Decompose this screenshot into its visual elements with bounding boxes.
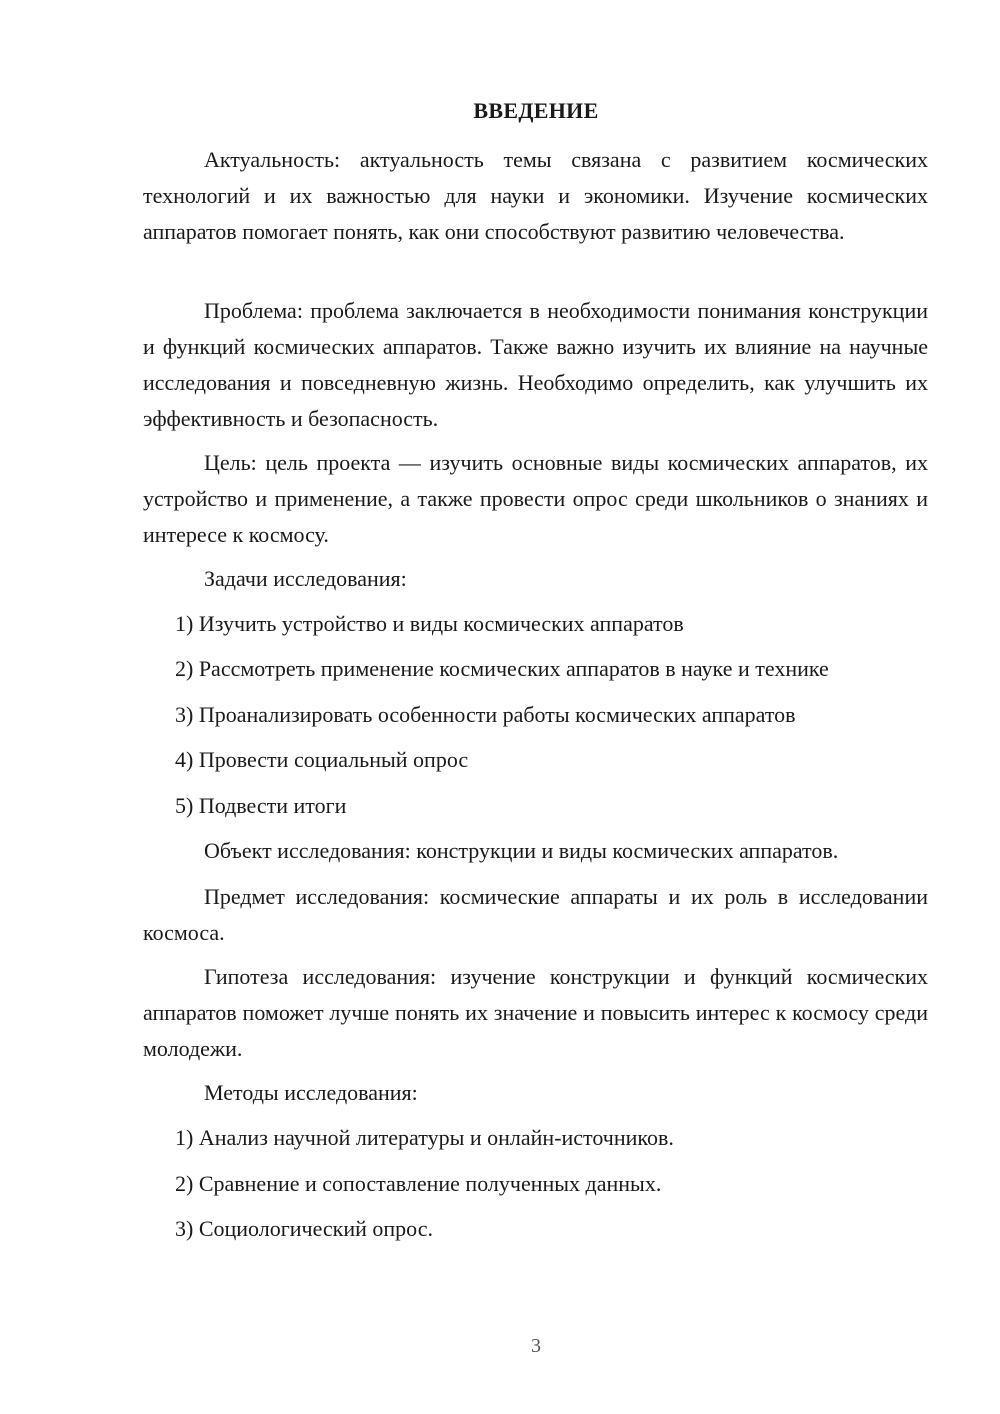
- task-item-2: 2) Рассмотреть применение космических аппаратов в науке и технике: [175, 656, 829, 681]
- method-item-1: 1) Анализ научной литературы и онлайн-источников.: [175, 1125, 674, 1150]
- paragraph-goal: Цель: цель проекта — изучить основные виды космических аппаратов, их устройство и применение, а также провести опрос среди школьников о знаниях и интересе к космосу.: [143, 450, 928, 547]
- task-item-5: 5) Подвести итоги: [175, 793, 347, 818]
- tasks-heading: Задачи исследования:: [204, 566, 407, 591]
- paragraph-subject: Предмет исследования: космические аппараты и их роль в исследовании космоса.: [143, 884, 928, 945]
- paragraph-hypothesis: Гипотеза исследования: изучение конструкции и функций космических аппаратов поможет лучше понять их значение и повысить интерес к космосу среди молодежи.: [143, 964, 928, 1061]
- method-item-3: 3) Социологический опрос.: [175, 1216, 433, 1241]
- page-number: 3: [531, 1335, 541, 1357]
- paragraph-object: Объект исследования: конструкции и виды космических аппаратов.: [204, 838, 839, 863]
- methods-heading: Методы исследования:: [204, 1080, 418, 1105]
- task-item-1: 1) Изучить устройство и виды космических аппаратов: [175, 611, 684, 636]
- paragraph-problem: Проблема: проблема заключается в необходимости понимания конструкции и функций космических аппаратов. Также важно изучить их влияние на научные исследования и повседневную жизнь. Необходимо определить, как улучшить их эффективность и безопасность.: [143, 298, 928, 431]
- task-item-4: 4) Провести социальный опрос: [175, 747, 469, 772]
- paragraph-relevance: Актуальность: актуальность темы связана с развитием космических технологий и их важностью для науки и экономики. Изучение космических аппаратов помогает понять, как они способствуют развитию человечества.: [143, 147, 928, 244]
- task-item-3: 3) Проанализировать особенности работы космических аппаратов: [175, 702, 796, 727]
- page-title: ВВЕДЕНИЕ: [473, 98, 599, 123]
- method-item-2: 2) Сравнение и сопоставление полученных данных.: [175, 1171, 662, 1196]
